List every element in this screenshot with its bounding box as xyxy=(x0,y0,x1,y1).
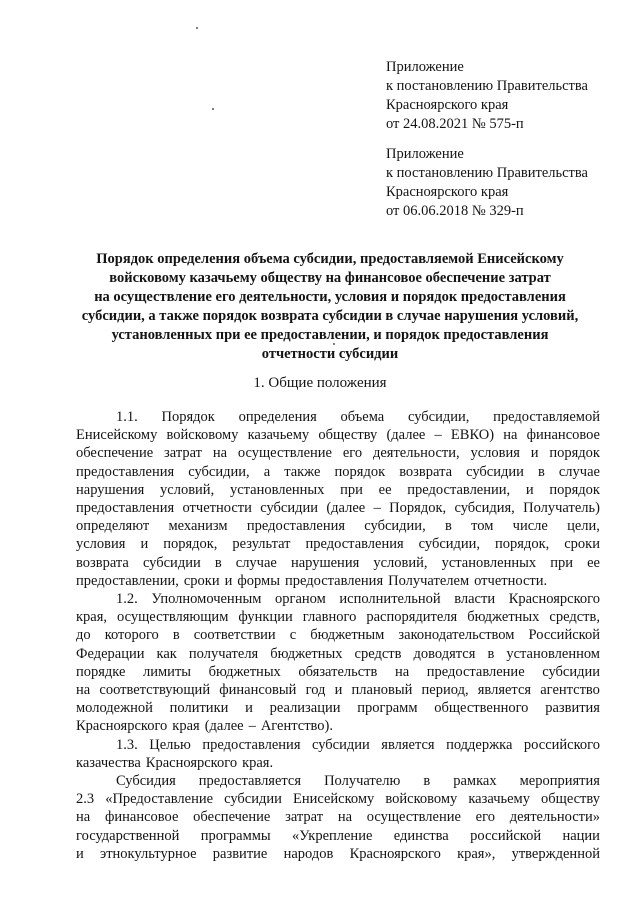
appendix-line: к постановлению Правительства xyxy=(386,78,588,94)
paragraph xyxy=(76,772,600,863)
paragraph-line: края, осуществляющим функции главного распорядителя бюджетных средств, xyxy=(76,609,600,626)
scan-speck xyxy=(196,27,198,29)
paragraph-line: возврата субсидии в случае нарушения условий, установленных при ее xyxy=(76,554,600,571)
appendix-line: Приложение xyxy=(386,146,464,162)
paragraph-line: на финансовое обеспечение затрат на осуществление его деятельности» xyxy=(76,809,600,826)
document-body xyxy=(76,408,600,863)
paragraph-line: 1.1. Порядок определения объема субсидии, предоставляемой xyxy=(116,409,600,425)
paragraph-line: Красноярского края (далее – Агентство). xyxy=(76,718,333,735)
paragraph-line: 1.3. Целью предоставления субсидии является поддержка российского xyxy=(116,736,600,753)
paragraph-line: Субсидия предоставляется Получателю в рамках мероприятия xyxy=(116,773,600,790)
paragraph-line: до которого в соответствии с бюджетным законодательством Российской xyxy=(76,627,600,644)
title-line: субсидии, а также порядок возврата субсидии в случае нарушения условий, xyxy=(81,308,579,324)
appendix-line: Красноярского края xyxy=(386,97,509,113)
paragraph-line: предоставлении, сроки и формы предоставления Получателем отчетности. xyxy=(76,572,548,589)
paragraph-line: государственной программы «Укрепление единства российской нации xyxy=(76,827,600,844)
title-line: на осуществление его деятельности, условия и порядок предоставления xyxy=(94,289,566,305)
appendix-date-line: от 24.08.2021 № 575-п xyxy=(386,116,524,132)
paragraph-line: условия и порядок, результат предоставления субсидии, порядок, сроки xyxy=(76,536,600,553)
paragraph xyxy=(76,590,600,736)
title-line: войсковому казачьему обществу на финансовое обеспечение затрат xyxy=(109,270,551,286)
scan-speck xyxy=(212,108,214,110)
paragraph-line: 2.3 «Предоставление субсидии Енисейскому войсковому казачьему обществу xyxy=(76,791,600,808)
title-line: отчетности субсидии xyxy=(261,346,399,362)
paragraph-line: молодежной политики и реализации программ общественного развития xyxy=(76,700,600,717)
paragraph-line: определяют механизм предоставления субсидии, в том числе цели, xyxy=(76,518,600,535)
paragraph-line: Федерации как получателя бюджетных средств доводятся в установленном xyxy=(76,645,600,662)
section-heading: 1. Общие положения xyxy=(253,375,387,391)
paragraph-line: обеспечение затрат на осуществление его деятельности, условия и порядок xyxy=(76,445,600,462)
appendix-block-current xyxy=(386,58,588,134)
paragraph-line: на соответствующий финансовый год и плановый период, является агентство xyxy=(76,682,600,699)
paragraph-line: 1.2. Уполномоченным органом исполнительной власти Красноярского xyxy=(116,591,600,608)
paragraph-line: Енисейскому войсковому казачьему обществу (далее – ЕВКО) на финансовое xyxy=(76,427,600,444)
appendix-line: Приложение xyxy=(386,59,464,75)
paragraph-line: и этнокультурное развитие народов Красноярского края», утвержденной xyxy=(76,845,600,862)
appendix-date-line: от 06.06.2018 № 329-п xyxy=(386,203,524,219)
title-line: Порядок определения объема субсидии, предоставляемой Енисейскому xyxy=(96,251,564,267)
appendix-block-original xyxy=(386,145,588,221)
paragraph xyxy=(76,736,600,772)
paragraph-line: нарушения условий, установленных при ее предоставлении, и порядок xyxy=(76,481,600,498)
paragraph xyxy=(76,408,600,590)
title-line: установленных при ее предоставлении, и порядок предоставления xyxy=(111,327,549,343)
appendix-line: Красноярского края xyxy=(386,184,509,200)
paragraph-line: предоставления субсидии, а также порядок возврата субсидии в случае xyxy=(76,463,600,480)
paragraph-line: порядке лимиты бюджетных обязательств на предоставление субсидии xyxy=(76,663,600,680)
paragraph-line: казачества Красноярского края. xyxy=(76,754,274,771)
paragraph-line: предоставления отчетности субсидии (далее – Порядок, субсидия, Получатель) xyxy=(76,500,600,517)
document-title xyxy=(60,250,600,364)
appendix-line: к постановлению Правительства xyxy=(386,165,588,181)
